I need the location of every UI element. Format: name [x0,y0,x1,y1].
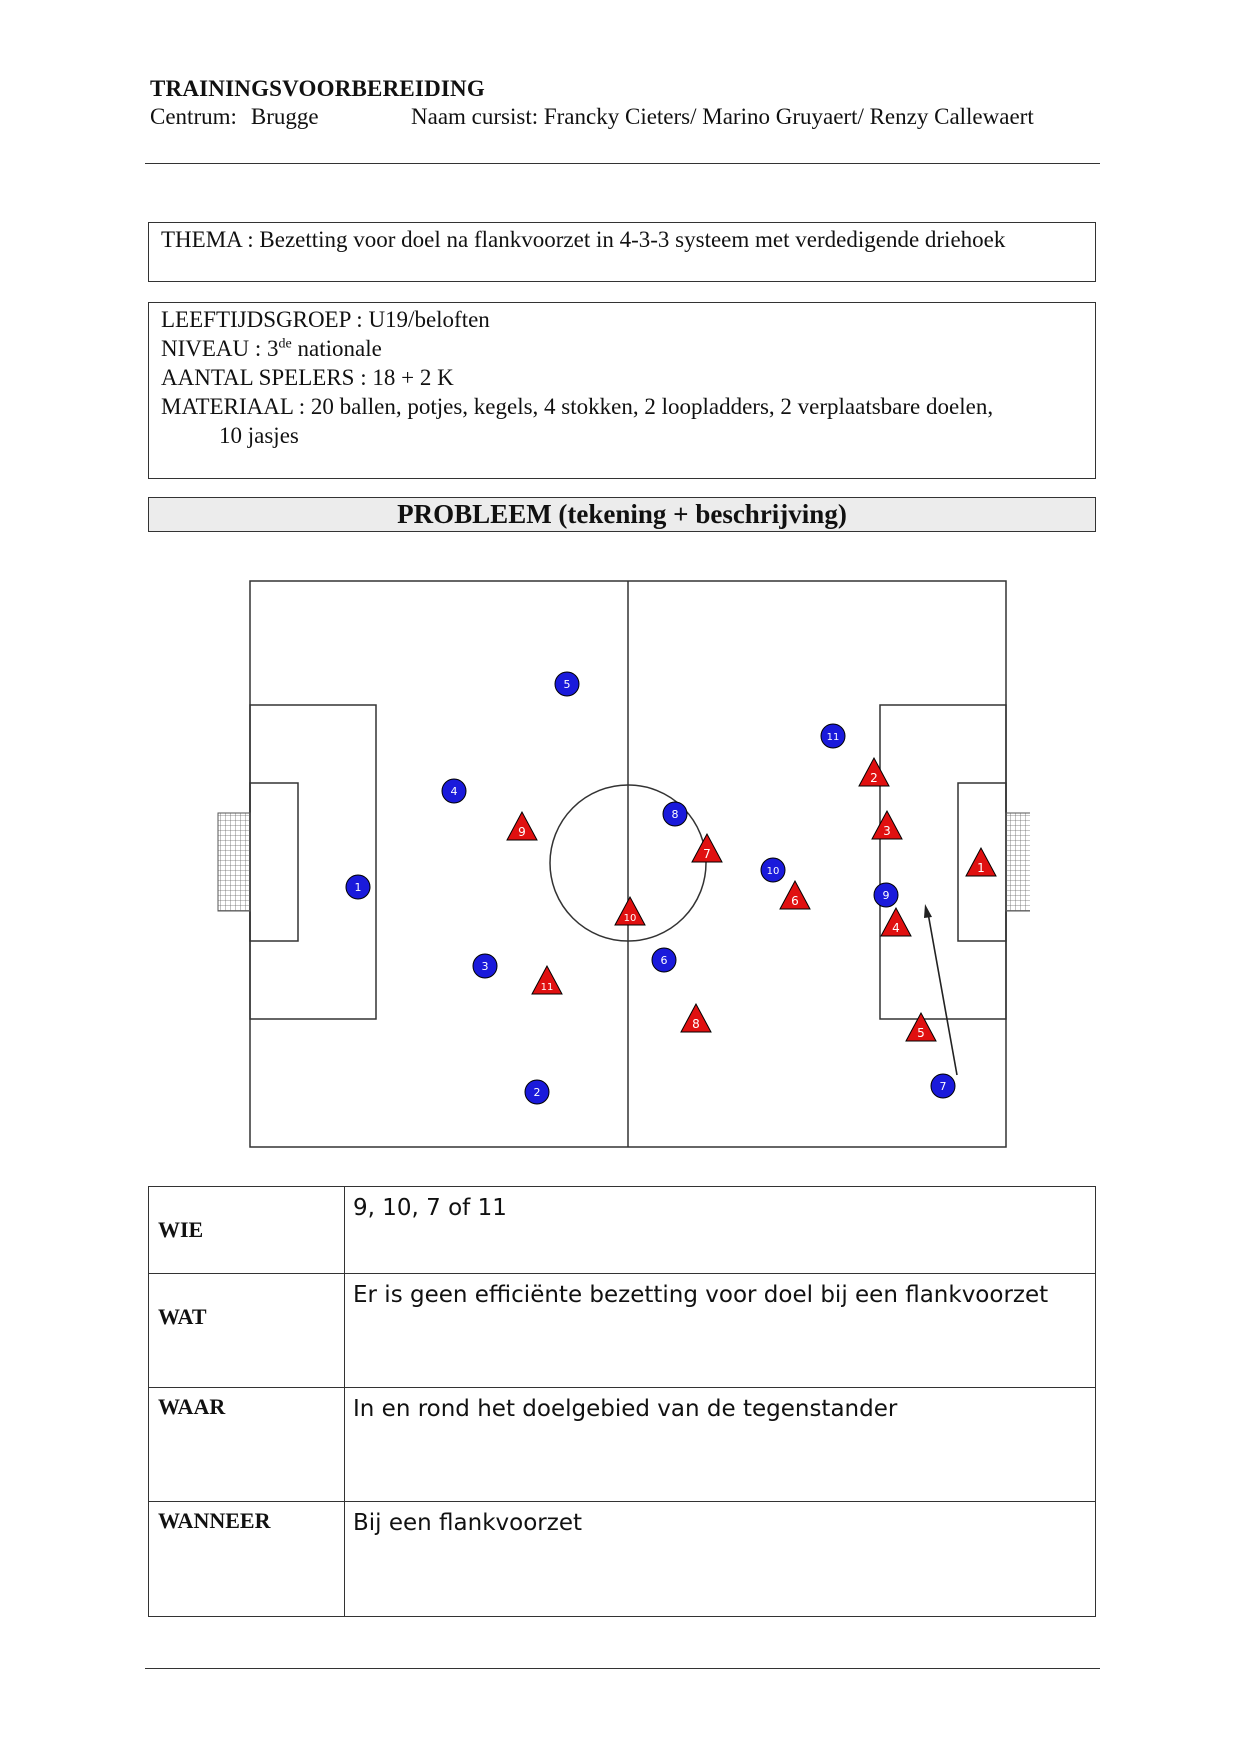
svg-text:1: 1 [354,881,362,894]
leeftijdsgroep: LEEFTIJDSGROEP : U19/beloften [161,307,490,332]
svg-text:5: 5 [563,678,571,691]
svg-text:10: 10 [623,913,637,924]
niveau [161,334,1083,363]
blue-player-10 [761,858,785,882]
left-penalty-area [250,705,376,1019]
waar-label: WAAR [149,1388,345,1502]
right-goal-net [1006,813,1030,911]
blue-player-2 [525,1080,549,1104]
svg-text:10: 10 [766,866,780,877]
red-player-5 [906,1013,936,1041]
left-goal-net [218,813,250,911]
svg-text:7: 7 [703,847,711,861]
footer-divider [145,1668,1100,1669]
centrum-label: Centrum: [150,104,237,129]
svg-text:3: 3 [481,960,489,973]
cross-arrow [928,913,957,1075]
table-row [149,1502,1096,1617]
red-player-9 [507,812,537,840]
red-player-4 [881,908,911,936]
svg-text:4: 4 [892,921,900,935]
svg-text:1: 1 [977,861,985,875]
cross-arrow-head [924,904,932,918]
svg-text:5: 5 [917,1026,925,1040]
niveau-suffix: nationale [291,336,382,361]
football-pitch-diagram [210,575,1030,1160]
svg-text:2: 2 [870,771,878,785]
red-player-6 [780,881,810,909]
red-player-2 [859,758,889,786]
blue-player-6 [652,948,676,972]
probleem-title: PROBLEEM (tekening + beschrijving) [397,499,847,529]
red-player-10 [615,897,645,925]
materiaal-line1: MATERIAAL : 20 ballen, potjes, kegels, 4 stokken, 2 loopladders, 2 verplaatsbare doelen, [161,394,994,419]
blue-player-8 [663,802,687,826]
left-goal-area [250,783,298,941]
wie-label: WIE [149,1187,345,1274]
wanneer-value: Bij een flankvoorzet [345,1502,1096,1617]
blue-player-11 [821,724,845,748]
red-player-11 [532,966,562,994]
svg-text:9: 9 [518,825,526,839]
wie-value: 9, 10, 7 of 11 [345,1187,1096,1274]
cursist-names: Naam cursist: Francky Cieters/ Marino Gruyaert/ Renzy Callewaert [411,104,1034,129]
waar-value: In en rond het doelgebied van de tegenstander [345,1388,1096,1502]
svg-text:3: 3 [883,824,891,838]
blue-player-7 [931,1074,955,1098]
wanneer-label: WANNEER [149,1502,345,1617]
problem-analysis-table [148,1186,1096,1617]
aantal-spelers: AANTAL SPELERS : 18 + 2 K [161,365,454,390]
svg-text:8: 8 [671,808,679,821]
thema-text: THEMA : Bezetting voor doel na flankvoorzet in 4-3-3 systeem met verdedigende driehoek [161,227,1006,252]
niveau-sup: de [278,336,292,352]
blue-player-5 [555,672,579,696]
svg-text:9: 9 [882,889,890,902]
svg-text:2: 2 [533,1086,541,1099]
red-player-1 [966,848,996,876]
table-row [149,1274,1096,1388]
svg-text:7: 7 [939,1080,947,1093]
table-row [149,1187,1096,1274]
blue-player-3 [473,954,497,978]
document-title: TRAININGSVOORBEREIDING [150,76,485,101]
header-divider [145,163,1100,164]
centrum-value: Brugge [250,104,319,129]
info-box [148,302,1096,479]
materiaal-line2: 10 jasjes [219,423,299,448]
blue-player-4 [442,779,466,803]
wat-value: Er is geen efficiënte bezetting voor doel bij een flankvoorzet [345,1274,1096,1388]
svg-text:11: 11 [826,732,840,743]
svg-text:4: 4 [450,785,458,798]
red-player-8 [681,1004,711,1032]
svg-text:8: 8 [692,1017,700,1031]
svg-text:6: 6 [660,954,668,967]
blue-player-9 [874,883,898,907]
centrum-line [150,104,319,130]
blue-player-1 [346,875,370,899]
wat-label: WAT [149,1274,345,1388]
svg-text:11: 11 [540,982,554,993]
niveau-prefix: NIVEAU : 3 [161,336,279,361]
svg-text:6: 6 [791,894,799,908]
probleem-header [148,497,1096,532]
table-row [149,1388,1096,1502]
red-player-7 [692,834,722,862]
red-player-3 [872,811,902,839]
thema-box [148,222,1096,282]
